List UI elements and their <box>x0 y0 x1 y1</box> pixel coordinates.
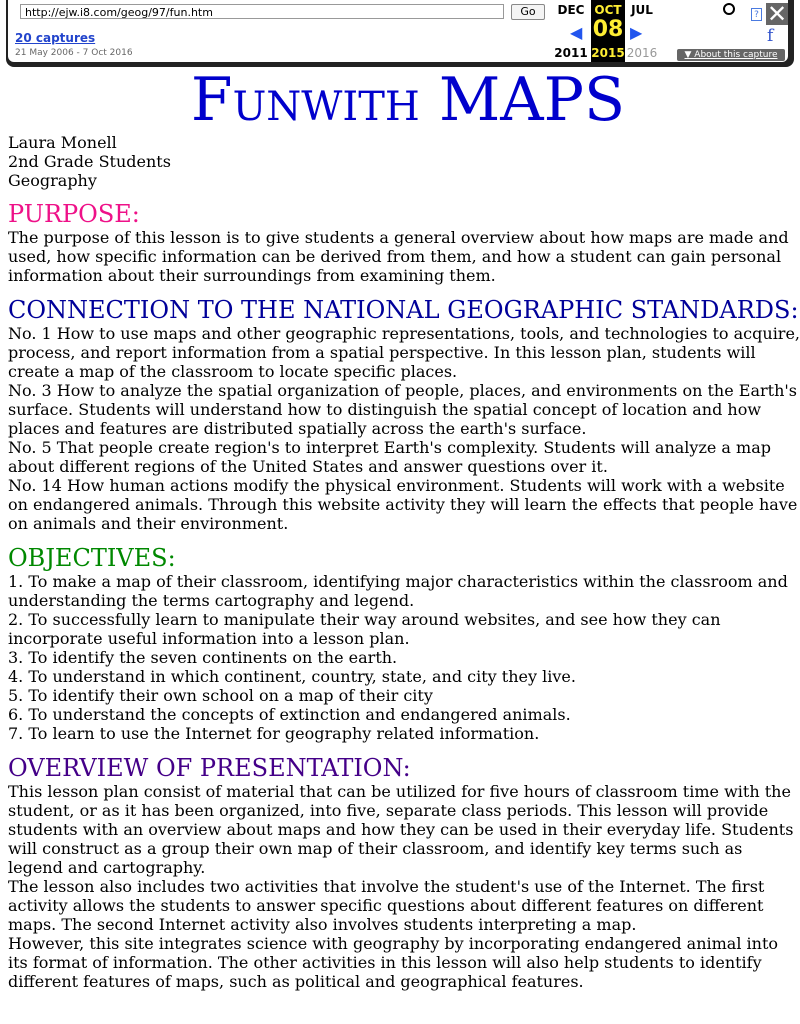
overview-text <box>8 782 800 991</box>
help-icon[interactable]: ? <box>751 8 762 21</box>
objectives-list <box>8 572 800 743</box>
current-day-label: 08 <box>592 17 624 42</box>
objective-item: 3. To identify the seven continents on the earth. <box>8 648 398 667</box>
standard-item: No. 14 How human actions modify the physical environment. Students will work with a website on endangered animals. Through this website activity they will learn the effects that people have on animals and their environment. <box>8 476 798 533</box>
loading-indicator-icon <box>723 3 735 15</box>
facebook-icon[interactable]: f <box>767 26 774 46</box>
purpose-text: The purpose of this lesson is to give students a general overview about how maps are made and used, how specific information can be derived from them, and how a student can gain personal information about their surroundings from examining them. <box>8 228 789 285</box>
overview-paragraph: The lesson also includes two activities that involve the student's use of the Internet. The first activity allows the students to answer specific questions about different features on different maps. The second Internet activity also involves students interpreting a map. <box>8 877 765 934</box>
prev-month-label: DEC <box>557 3 585 17</box>
overview-heading: OVERVIEW OF PRESENTATION: <box>8 754 411 782</box>
current-year-label: 2015 <box>591 46 625 60</box>
page-content <box>8 133 800 991</box>
objective-item: 4. To understand in which continent, country, state, and city they live. <box>8 667 576 686</box>
current-capture-column <box>591 0 625 62</box>
title-unwith: UNWITH <box>232 84 420 130</box>
objective-item: 7. To learn to use the Internet for geography related information. <box>8 724 540 743</box>
captures-link[interactable]: 20 captures <box>15 31 96 45</box>
url-input[interactable]: http://ejw.i8.com/geog/97/fun.htm <box>20 4 504 19</box>
connection-heading: CONNECTION TO THE NATIONAL GEOGRAPHIC STANDARDS: <box>8 296 799 324</box>
title-maps: MAPS <box>438 65 626 135</box>
overview-paragraph: This lesson plan consist of material that can be utilized for five hours of classroom time with the student, or as it has been organized, into five, separate class periods. This lesson will provide students with an overview about maps and how they can be used in their everyday life. Students will construct as a group their own map of their classroom, and identify key terms such as legend and cartography. <box>8 782 794 877</box>
prev-year-label[interactable]: 2011 <box>554 46 588 60</box>
capture-date-range: 21 May 2006 - 7 Oct 2016 <box>15 48 133 58</box>
next-year-label[interactable]: 2016 <box>626 46 658 60</box>
purpose-heading: PURPOSE: <box>8 200 140 228</box>
go-button[interactable]: Go <box>511 4 545 20</box>
overview-paragraph: However, this site integrates science with geography by incorporating endangered animal into its format of information. The other activities in this lesson will also help students to identify different features of maps, such as political and geographical features. <box>8 934 779 991</box>
prev-capture-arrow-icon[interactable]: ◀ <box>570 23 583 42</box>
next-capture-arrow-icon[interactable]: ▶ <box>630 23 643 42</box>
objective-item: 5. To identify their own school on a map of their city <box>8 686 433 705</box>
title-f: F <box>190 65 233 135</box>
standards-list <box>8 324 800 533</box>
standard-item: No. 5 That people create region's to interpret Earth's complexity. Students will analyze a map about different regions of the United States and answer questions over it. <box>8 438 771 476</box>
author-info <box>8 133 800 190</box>
standard-item: No. 1 How to use maps and other geographic representations, tools, and technologies to acquire, process, and report information from a spatial perspective. In this lesson plan, students will create a map of the classroom to locate specific places. <box>8 324 800 381</box>
about-capture-button[interactable]: ▼ About this capture <box>677 49 785 61</box>
objectives-heading: OBJECTIVES: <box>8 544 176 572</box>
objective-item: 6. To understand the concepts of extinction and endangered animals. <box>8 705 571 724</box>
objective-item: 1. To make a map of their classroom, identifying major characteristics within the classroom and understanding the terms cartography and legend. <box>8 572 788 610</box>
current-month-label: OCT <box>594 3 622 17</box>
grade-level: 2nd Grade Students <box>8 152 171 171</box>
standard-item: No. 3 How to analyze the spatial organization of people, places, and environments on the Earth's surface. Students will understand how to distinguish the spatial concept of location and how places and features are distributed spatially across the earth's surface. <box>8 381 797 438</box>
author-name: Laura Monell <box>8 133 117 152</box>
close-icon[interactable]: ✕ <box>766 0 788 28</box>
next-month-label: JUL <box>631 3 653 17</box>
page-title <box>0 66 800 141</box>
next-month-column[interactable] <box>624 0 660 62</box>
objective-item: 2. To successfully learn to manipulate their way around websites, and see how they can incorporate useful information into a lesson plan. <box>8 610 721 648</box>
subject: Geography <box>8 171 97 190</box>
wayback-toolbar <box>8 0 788 62</box>
